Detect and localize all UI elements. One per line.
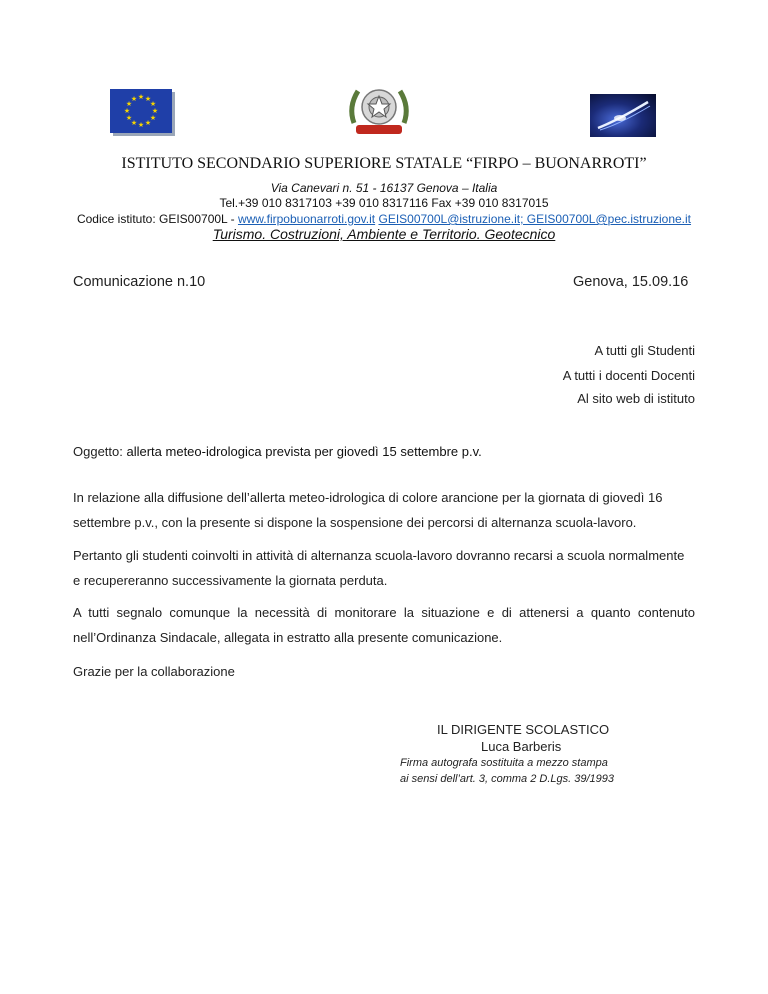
institute-code-line [0, 212, 768, 226]
svg-text:★: ★ [130, 119, 138, 127]
recipient-students: A tutti gli Studenti [594, 343, 695, 358]
recipient-teachers: A tutti i docenti Docenti [562, 368, 695, 383]
svg-text:★: ★ [137, 121, 145, 129]
italian-republic-emblem-icon [344, 81, 414, 139]
paragraph-3: A tutti segnalo comunque la necessità di monitorare la situazione e di attenersi a quanto contenuto nell’Ordinanza Sindacale, allegata in estratto alla presente comunicazione. [73, 605, 695, 645]
svg-text:★: ★ [123, 107, 131, 115]
svg-text:★: ★ [151, 107, 159, 115]
signature-note-1: Firma autografa sostituita a mezzo stampa [400, 757, 608, 769]
signatory-role: IL DIRIGENTE SCOLASTICO [437, 722, 610, 737]
subject-label: Oggetto: [73, 444, 127, 459]
email-links[interactable]: GEIS00700L@istruzione.it; GEIS00700L@pec.istruzione.it [378, 212, 692, 226]
institute-code: Codice istituto: GEIS00700L - [76, 212, 238, 226]
communication-number: Comunicazione n.10 [73, 274, 206, 290]
paragraph-1: In relazione alla diffusione dell’allerta meteo-idrologica di colore arancione per la giornata di giovedì 16 settembre p.v., con la presente si dispone la sospensione dei percorsi di alternanza scuola-lavoro. [73, 490, 663, 530]
place-date: Genova, 15.09.16 [573, 274, 689, 290]
svg-text:★: ★ [144, 95, 152, 103]
school-logo-icon [590, 94, 656, 137]
svg-text:★: ★ [130, 95, 138, 103]
signatory-name: Luca Barberis [481, 739, 562, 754]
svg-text:★: ★ [125, 114, 133, 122]
svg-text:★: ★ [137, 93, 145, 101]
recipient-website: Al sito web di istituto [577, 391, 695, 406]
institute-phones: Tel.+39 010 8317103 +39 010 8317116 Fax +39 010 8317015 [219, 196, 549, 210]
closing-line: Grazie per la collaborazione [73, 664, 235, 679]
svg-text:★: ★ [144, 119, 152, 127]
website-link[interactable]: www.firpobuonarroti.gov.it [237, 212, 376, 226]
subject-line [73, 444, 482, 459]
paragraph-2: Pertanto gli studenti coinvolti in attività di alternanza scuola-lavoro dovranno recarsi a scuola normalmente e recupereranno successivamente la giornata perduta. [73, 548, 685, 588]
institute-address: Via Canevari n. 51 - 16137 Genova – Italia [270, 181, 498, 195]
eu-flag-icon [110, 89, 172, 133]
subject-text: allerta meteo-idrologica prevista per giovedì 15 settembre p.v. [126, 444, 482, 459]
svg-text:★: ★ [149, 100, 157, 108]
signature-note-2: ai sensi dell’art. 3, comma 2 D.Lgs. 39/1993 [400, 773, 615, 785]
institute-name: ISTITUTO SECONDARIO SUPERIORE STATALE “FIRPO – BUONARROTI” [121, 155, 647, 172]
institute-tagline: Turismo. Costruzioni, Ambiente e Territorio. Geotecnico [212, 226, 556, 242]
svg-text:★: ★ [149, 114, 157, 122]
svg-text:★: ★ [125, 100, 133, 108]
